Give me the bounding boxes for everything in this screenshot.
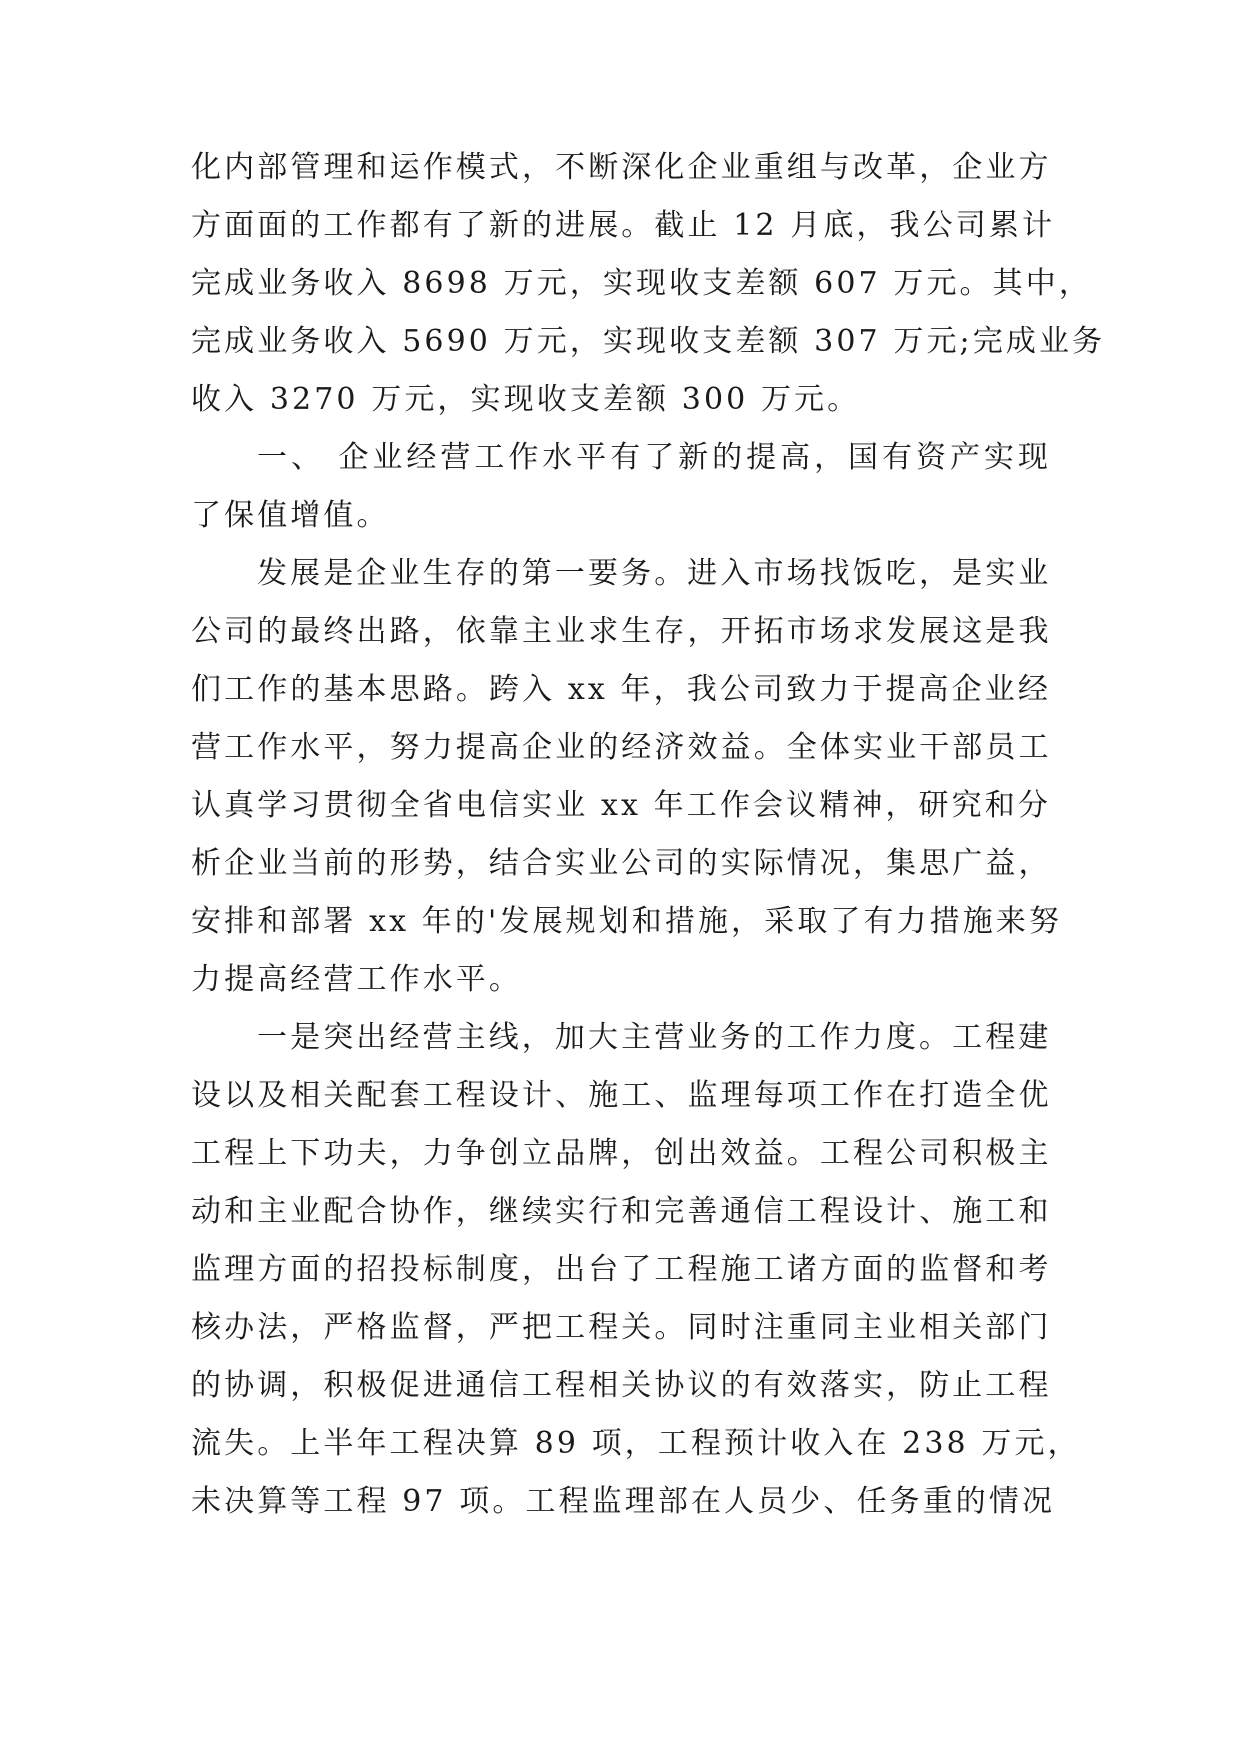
- paragraph-line: 营工作水平，努力提高企业的经济效益。全体实业干部员工: [191, 730, 1052, 765]
- paragraph-line: 流失。上半年工程决算 89 项，工程预计收入在 238 万元，: [191, 1426, 1081, 1461]
- paragraph-line: 安排和部署 xx 年的'发展规划和措施，采取了有力措施来努: [191, 904, 1063, 939]
- paragraph-line: 完成业务收入 8698 万元，实现收支差额 607 万元。其中，: [191, 266, 1092, 301]
- section-heading-line: 了保值增值。: [191, 498, 390, 533]
- paragraph-line: 核办法，严格监督，严把工程关。同时注重同主业相关部门: [191, 1310, 1052, 1345]
- paragraph-line: 完成业务收入 5690 万元，实现收支差额 307 万元;完成业务: [191, 324, 1106, 359]
- paragraph-line: 认真学习贯彻全省电信实业 xx 年工作会议精神，研究和分: [191, 788, 1051, 823]
- paragraph-line: 发展是企业生存的第一要务。进入市场找饭吃，是实业: [257, 556, 1052, 591]
- paragraph-line: 设以及相关配套工程设计、施工、监理每项工作在打造全优: [191, 1078, 1052, 1113]
- paragraph-line: 化内部管理和运作模式，不断深化企业重组与改革，企业方: [191, 150, 1052, 185]
- paragraph-line: 收入 3270 万元，实现收支差额 300 万元。: [191, 382, 861, 417]
- paragraph-line: 监理方面的招投标制度，出台了工程施工诸方面的监督和考: [191, 1252, 1052, 1287]
- paragraph-line: 工程上下功夫，力争创立品牌，创出效益。工程公司积极主: [191, 1136, 1052, 1171]
- paragraph-line: 未决算等工程 97 项。工程监理部在人员少、任务重的情况: [191, 1484, 1056, 1519]
- paragraph-line: 方面面的工作都有了新的进展。截止 12 月底，我公司累计: [191, 208, 1056, 243]
- section-heading-line: 一、 企业经营工作水平有了新的提高，国有资产实现: [257, 440, 1051, 475]
- paragraph-line: 的协调，积极促进通信工程相关协议的有效落实，防止工程: [191, 1368, 1052, 1403]
- paragraph-line: 析企业当前的形势，结合实业公司的实际情况，集思广益，: [191, 846, 1052, 881]
- paragraph-line: 力提高经营工作水平。: [191, 962, 522, 997]
- paragraph-line: 动和主业配合协作，继续实行和完善通信工程设计、施工和: [191, 1194, 1052, 1229]
- paragraph-line: 公司的最终出路，依靠主业求生存，开拓市场求发展这是我: [191, 614, 1052, 649]
- paragraph-line: 们工作的基本思路。跨入 xx 年，我公司致力于提高企业经: [191, 672, 1051, 707]
- paragraph-line: 一是突出经营主线，加大主营业务的工作力度。工程建: [257, 1020, 1052, 1055]
